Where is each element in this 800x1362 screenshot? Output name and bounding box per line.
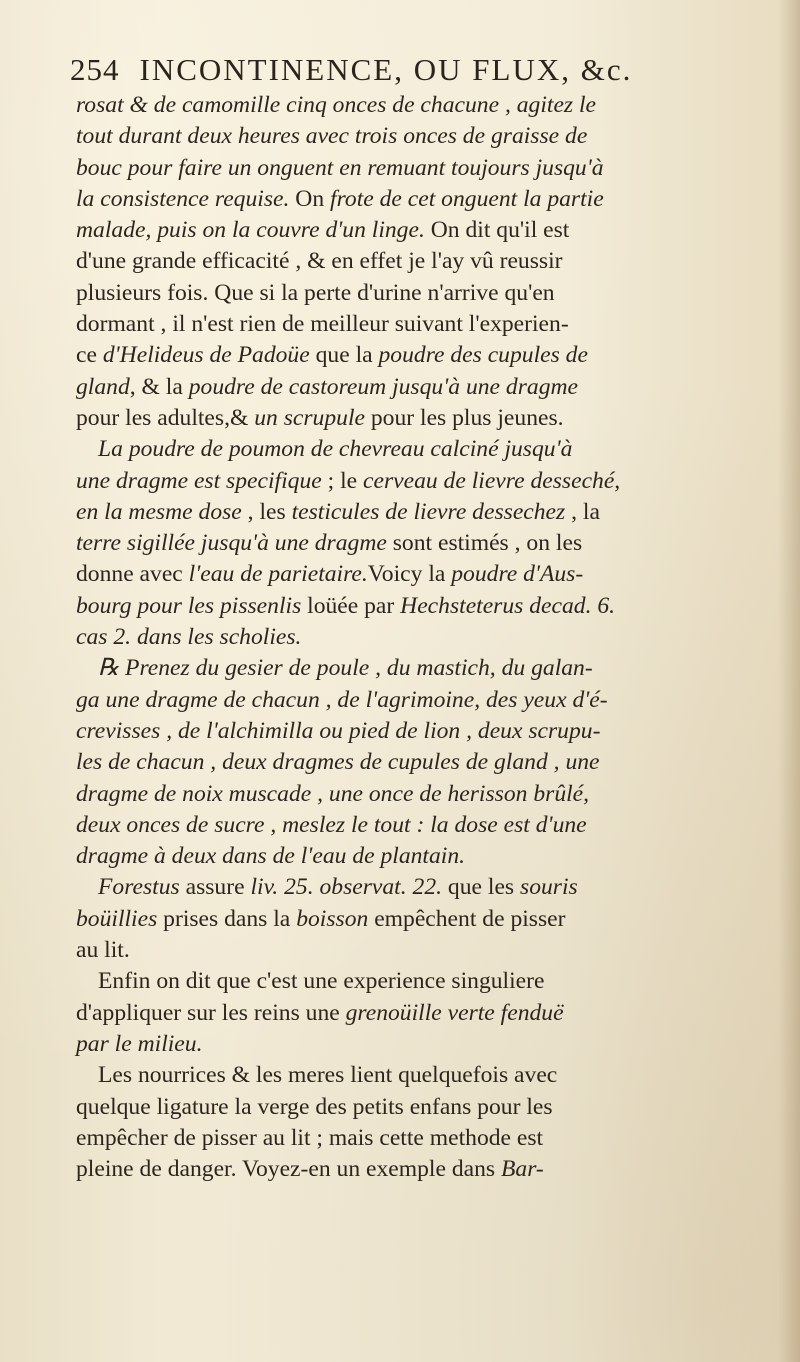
text-line — [76, 779, 776, 810]
text-line — [76, 559, 776, 590]
text-line — [76, 904, 776, 935]
text-line — [76, 872, 776, 903]
roman-text: , & la — [129, 373, 189, 400]
roman-text: ce — [76, 342, 103, 369]
text-line — [76, 966, 776, 997]
italic-text: testicules de lievre dessechez — [291, 498, 566, 525]
text-line — [76, 810, 776, 841]
italic-text: souris — [520, 874, 578, 901]
text-line — [76, 90, 776, 121]
roman-text: que la — [309, 342, 379, 369]
text-line — [76, 935, 776, 966]
text-line — [76, 466, 776, 497]
italic-text: la consistence requise. — [76, 185, 290, 212]
text-line — [76, 1060, 776, 1091]
italic-text: une dragme est specifique — [76, 467, 322, 494]
italic-text: d'Helideus de Padoüe — [102, 342, 310, 369]
roman-text: prises dans la — [157, 905, 297, 932]
text-line — [76, 497, 776, 528]
italic-text: par le milieu. — [76, 1030, 203, 1057]
roman-text: ; le — [321, 467, 363, 494]
italic-text: malade, puis on la couvre d'un linge. — [76, 217, 425, 244]
text-line — [76, 591, 776, 622]
text-line — [76, 246, 776, 277]
text-line — [76, 372, 776, 403]
italic-text: en la mesme dose — [76, 498, 242, 525]
roman-text: dormant , il n'est rien de meilleur suivant l'experien- — [76, 311, 569, 338]
text-line — [76, 528, 776, 559]
italic-text: terre sigillée jusqu'à une dragme — [76, 530, 387, 557]
text-line — [76, 716, 776, 747]
roman-text: empêchent de pisser — [368, 905, 566, 932]
text-line — [76, 685, 776, 716]
italic-text: cas 2. dans les scholies. — [76, 624, 302, 651]
roman-text: pleine de danger. Voyez-en un exemple dans — [76, 1156, 501, 1183]
italic-text: ℞ Prenez du gesier de poule , du mastich, du galan- — [98, 655, 593, 682]
italic-text: un scrupule — [254, 404, 365, 431]
page-edge-shadow — [778, 0, 800, 1362]
italic-text: gland — [76, 373, 130, 400]
italic-text: rosat & de camomille cinq onces de chacune , agitez le — [76, 92, 597, 118]
text-line — [76, 653, 776, 684]
roman-text: , la — [565, 498, 600, 525]
text-line — [76, 309, 776, 340]
roman-text: d'une grande efficacité , & en effet je l'ay vû reussir — [76, 248, 563, 275]
italic-text: La poudre de poumon de chevreau calciné jusqu'à — [98, 436, 573, 463]
roman-text: sont estimés , on les — [386, 530, 583, 557]
italic-text: bourg pour les pissenlis — [76, 592, 302, 619]
roman-text: assure — [179, 874, 251, 901]
page-number: 254 — [70, 52, 120, 87]
roman-text: pour les plus jeunes. — [364, 404, 564, 431]
roman-text: que les — [442, 874, 521, 901]
italic-text: crevisses , de l'alchimilla ou pied de lion , deux scrupu- — [76, 717, 601, 744]
text-line — [76, 1029, 776, 1060]
italic-text: Hechsteterus decad. 6. — [400, 592, 616, 619]
roman-text: Enfin on dit que c'est une experience singuliere — [98, 968, 545, 995]
text-line — [76, 998, 776, 1029]
italic-text: dragme de noix muscade , une once de herisson brûlé, — [76, 780, 590, 807]
text-line — [76, 278, 776, 309]
italic-text: grenoüille verte fenduë — [345, 999, 564, 1026]
roman-text: Voicy la — [367, 561, 452, 588]
italic-text: les de chacun , deux dragmes de cupules de gland , une — [76, 749, 600, 776]
text-line — [76, 622, 776, 653]
italic-text: liv. 25. observat. 22. — [250, 874, 443, 901]
roman-text: , les — [241, 498, 292, 525]
text-line — [76, 153, 776, 184]
roman-text: Les nourrices & les meres lient quelquefois avec — [98, 1062, 558, 1089]
italic-text: bouc pour faire un onguent en remuant toujours jusqu'à — [76, 154, 604, 181]
italic-text: poudre de castoreum jusqu'à une dragme — [188, 373, 578, 400]
italic-text: frote de cet onguent la partie — [330, 185, 604, 212]
italic-text: tout durant deux heures avec trois onces de graisse de — [76, 123, 588, 150]
roman-text: quelque ligature la verge des petits enfans pour les — [76, 1093, 553, 1120]
text-line — [76, 1092, 776, 1123]
text-line — [76, 1123, 776, 1154]
running-title: INCONTINENCE, OU FLUX, &c. — [139, 52, 633, 87]
italic-text: Forestus — [98, 874, 180, 901]
italic-text: deux onces de sucre , meslez le tout : la dose est d'une — [76, 811, 587, 838]
text-line — [76, 434, 776, 465]
text-line — [76, 340, 776, 371]
italic-text: dragme à deux dans de l'eau de plantain. — [76, 843, 466, 870]
italic-text: cerveau de lievre desseché, — [363, 467, 621, 494]
italic-text: ga une dragme de chacun , de l'agrimoine, des yeux d'é- — [76, 686, 608, 713]
roman-text: pour les adultes,& — [76, 404, 255, 431]
text-line — [76, 403, 776, 434]
roman-text: On — [289, 185, 331, 212]
text-line — [76, 1154, 776, 1185]
roman-text: loüée par — [301, 592, 401, 619]
body-text — [76, 90, 776, 1185]
text-line — [76, 747, 776, 778]
italic-text: l'eau de parietaire. — [188, 561, 368, 588]
italic-text: boisson — [296, 905, 369, 932]
roman-text: On dit qu'il est — [424, 217, 570, 244]
roman-text: plusieurs fois. Que si la perte d'urine n'arrive qu'en — [76, 279, 555, 306]
roman-text: empêcher de pisser au lit ; mais cette methode est — [76, 1124, 544, 1151]
text-line — [76, 184, 776, 215]
running-header — [70, 52, 750, 88]
text-line — [76, 215, 776, 246]
roman-text: donne avec — [76, 561, 189, 588]
text-line — [76, 121, 776, 152]
italic-text: Bar- — [501, 1156, 544, 1183]
italic-text: poudre des cupules de — [378, 342, 588, 369]
roman-text: au lit. — [76, 937, 130, 964]
roman-text: d'appliquer sur les reins une — [76, 999, 346, 1026]
italic-text: boüillies — [76, 905, 158, 932]
text-line — [76, 841, 776, 872]
italic-text: poudre d'Aus- — [451, 561, 584, 588]
